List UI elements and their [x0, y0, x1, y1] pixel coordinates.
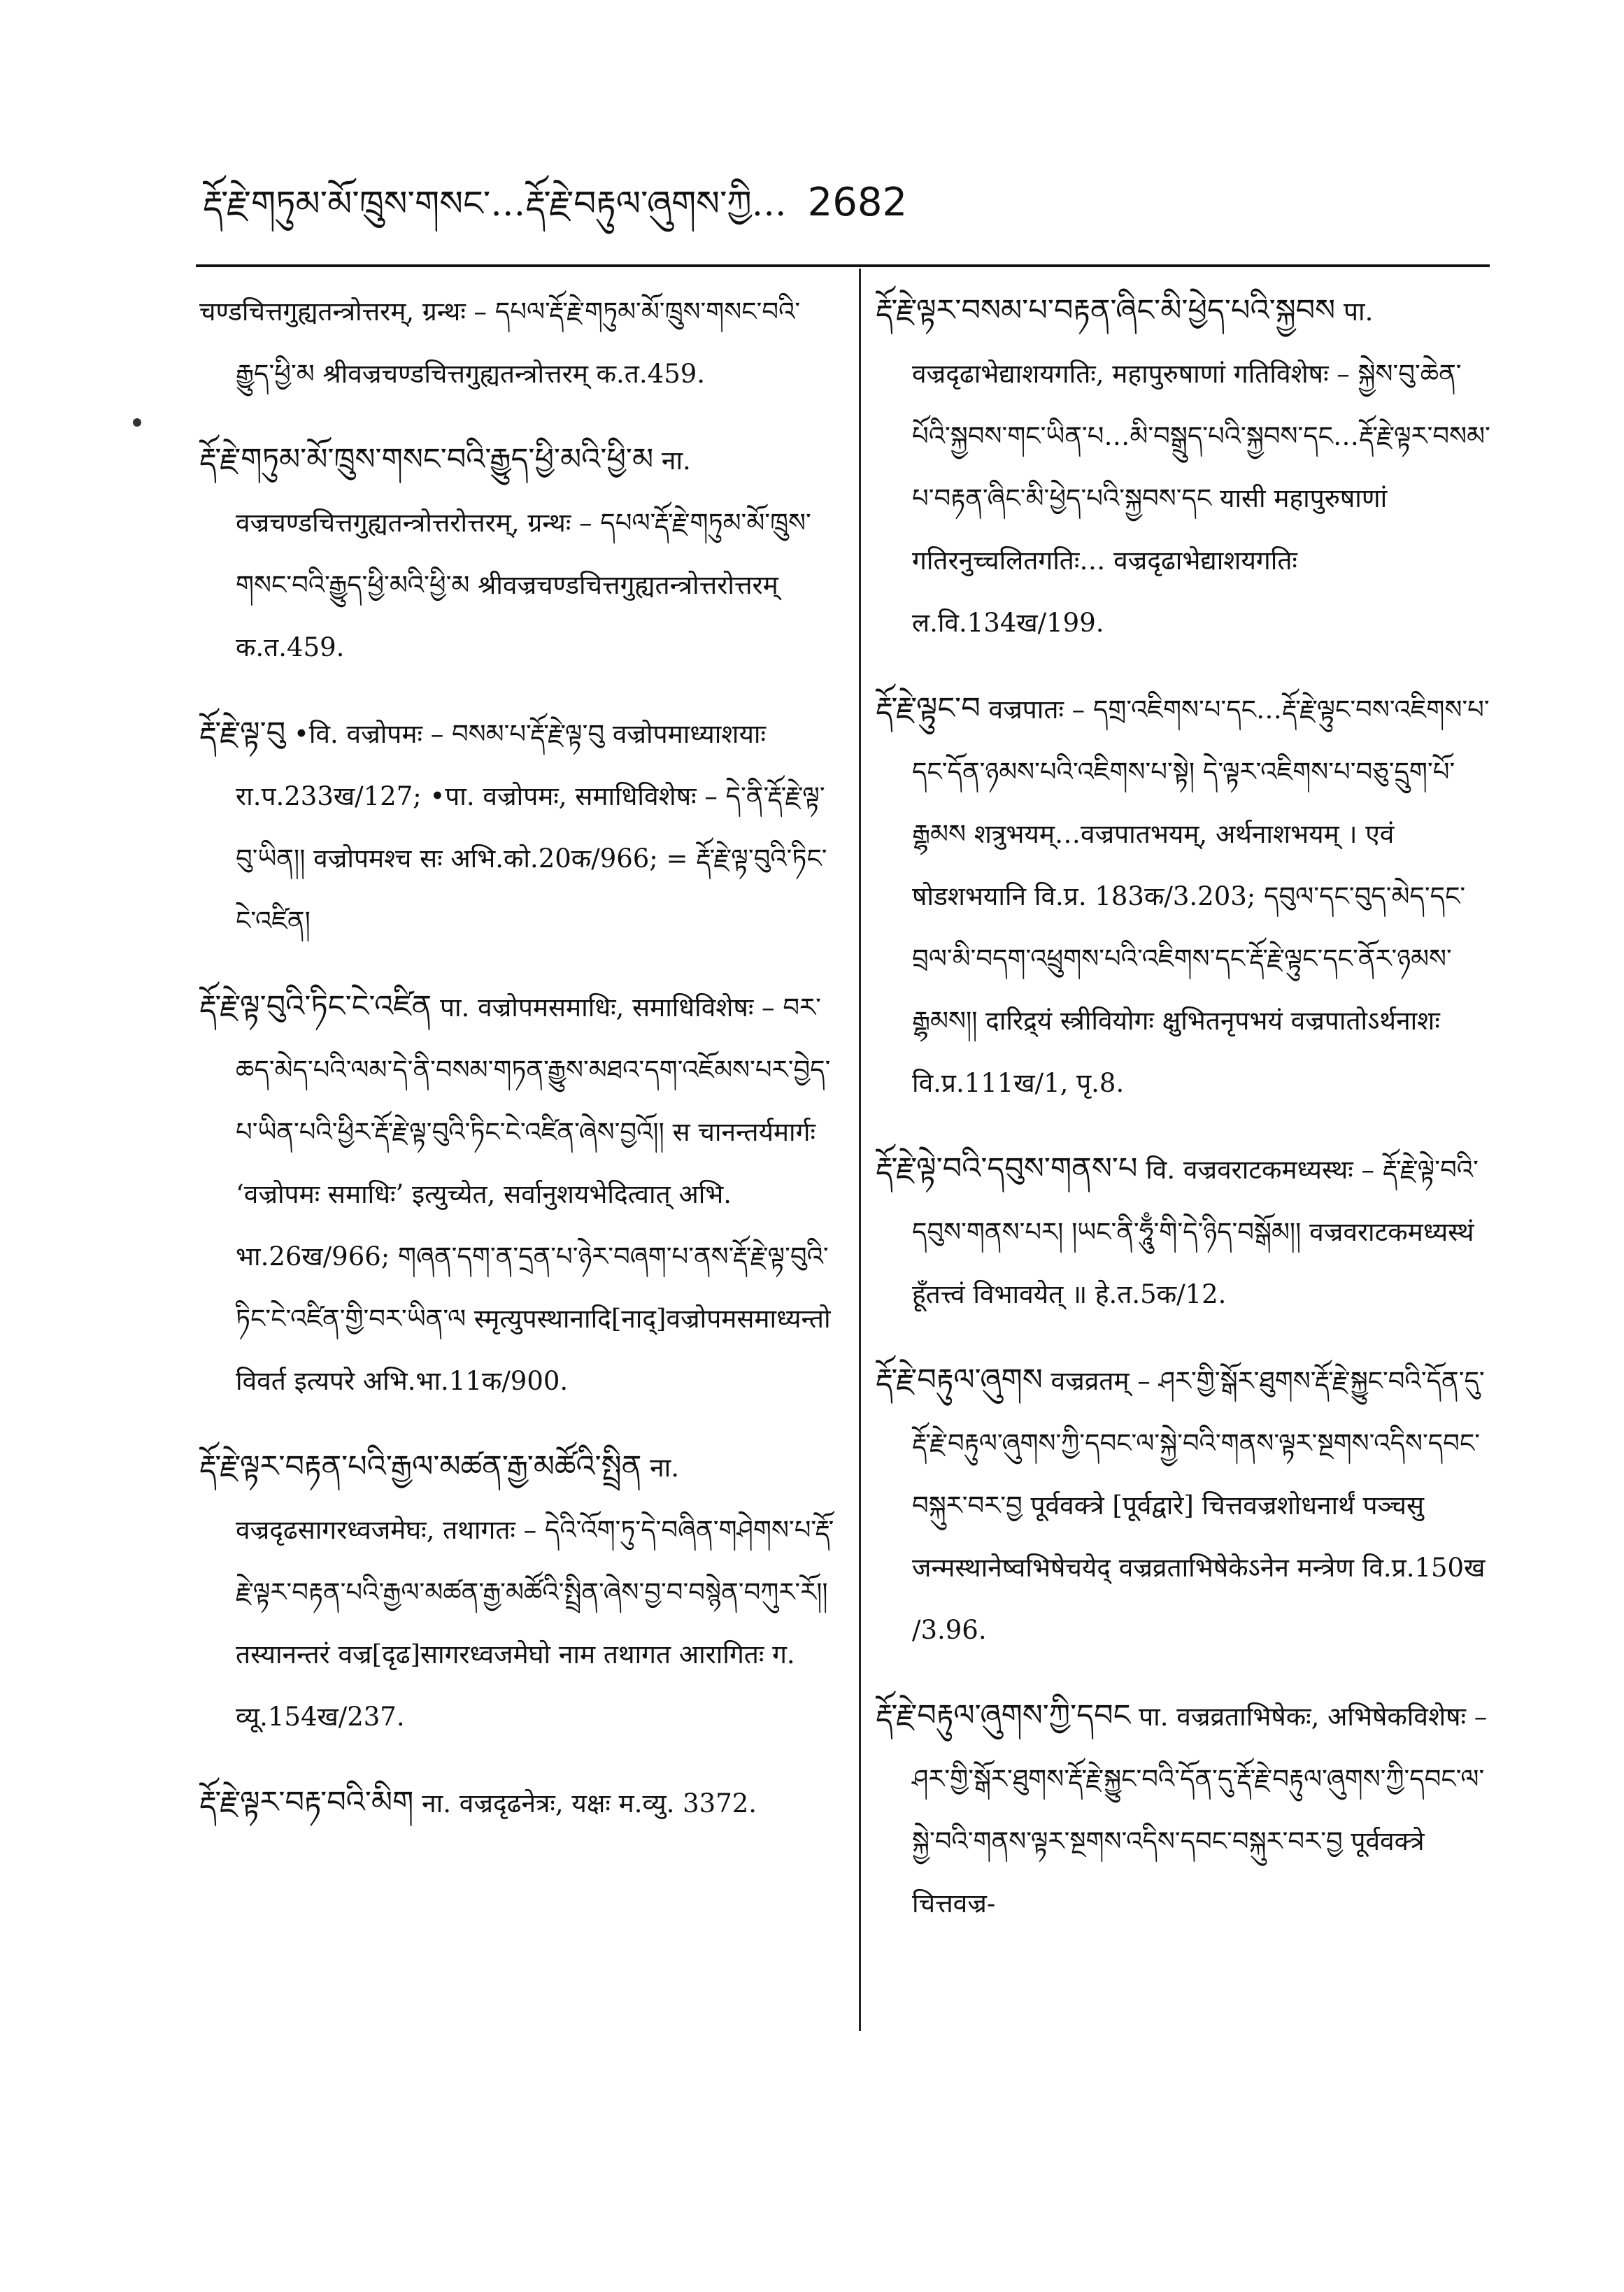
entry-text: वज्रपातः – དགྲ་འཇིགས་པ་དང…རྡོ་རྗེ་ལྟུང་བས་འཇིགས་པ་དང་དོན་ཉམས་པའི་འཇིགས་པ་སྟེ། དེ་ལྟར་འཇིགས་པ་བཅུ་དྲུག་པོ་རྒྷམས शत्रुभयम्…वज्रपातभयम्, अर्थनाशभयम् । एवं षोडशभयानि वि.प्र. 183क/3.203; དབུལ་དང་བུད་མེད་དང་བྲལ་མི་བདག་འཕྲུགས་པའི་འཇིགས་དང་རྡོ་རྗེ་ལྟུང་དང་ནོར་ཉམས་རྒྷམས།། दारिद्र्यं स्त्रीवियोगः क्षुभितनृपभयं वज्रपातोऽर्थनाशः वि.प्र.111ख/1, पृ.8.: [912, 695, 1490, 1098]
entry-headword: རྡོ་རྗེ་ལྟར་བརྟན་པའི་རྒྱལ་མཚན་རྒྱ་མཚོའི་སྤྲིན: [199, 1449, 642, 1484]
scan-speck: [133, 418, 141, 427]
dictionary-entry: [876, 1349, 1491, 1661]
entry-text: ना. वज्रचण्डचित्तगुह्यतन्त्रोत्तरोत्तरम्, ग्रन्थः – དཔལ་རྡོ་རྗེ་གཏུམ་མོ་ཁྲུས་གསང་བའི་རྒྱུད་ཕྱི་མའི་ཕྱི་མ श्रीवज्रचण्डचित्तगुह्यतन्त्रोत्तरोत्तरम् क.त.459.: [236, 446, 811, 662]
dictionary-entry: [199, 1436, 836, 1748]
entry-text: पा. वज्रव्रताभिषेकः, अभिषेकविशेषः – ཤར་གྱི་སྒོར་ཐུགས་རྡོ་རྗེ་སྐྱུང་བའི་དོན་དུ་རྡོ་རྗེ་བརྟུལ་ཞུགས་ཀྱི་དབང་ལ་སྐྱེ་བའི་གནས་ལྟར་སྔགས་འདིས་དབང་བསྐུར་བར་བྱ पूर्ववक्त्रे चित्तवज्र-: [912, 1702, 1488, 1919]
dictionary-entry: [876, 280, 1491, 654]
left-column: [199, 280, 836, 2042]
entry-headword: རྡོ་རྗེ་གཏུམ་མོ་ཁྲུས་གསང་བའི་རྒྱུད་ཕྱི་མའི་ཕྱི་མ: [199, 442, 654, 477]
entry-headword: རྡོ་རྗེ་ལྟར་བསམ་པ་བརྟན་ཞིང་མི་ཕྱེད་པའི་སྐྱབས: [876, 293, 1336, 328]
entry-headword: རྡོ་རྗེ་ལྟར་བརྟ་བའི་མིག: [199, 1785, 414, 1820]
dictionary-entry: [199, 429, 836, 678]
dictionary-entry: [876, 1138, 1491, 1325]
dictionary-entry: [199, 976, 836, 1412]
entry-headword: རྡོ་རྗེ་བརྟུལ་ཞུགས་ཀྱི་དབང: [876, 1698, 1131, 1733]
entry-text: चण्डचित्तगुह्यतन्त्रोत्तरम्, ग्रन्थः – དཔལ་རྡོ་རྗེ་གཏུམ་མོ་ཁྲུས་གསང་བའི་རྒྱུད་ཕྱི་མ श्रीवज्रचण्डचित्तगुह्यतन्त्रोत्तरम् क.त.459.: [199, 297, 801, 389]
entry-text: वज्रव्रतम् – ཤར་གྱི་སྒོར་ཐུགས་རྡོ་རྗེ་སྐྱུང་བའི་དོན་དུ་རྡོ་རྗེ་བརྟུལ་ཞུགས་ཀྱི་དབང་ལ་སྐྱེ་བའི་གནས་ལྟར་སྔགས་འདིས་དབང་བསྐུར་བར་བྱ पूर्ववक्त्रे [पूर्वद्वारे] चित्तवज्रशोधनार्थं पञ्चसु जन्मस्थानेष्वभिषेचयेद् वज्रव्रताभिषेकेऽनेन मन्त्रेण वि.प्र.150ख /3.96.: [912, 1366, 1486, 1645]
right-column: [876, 280, 1491, 2042]
dictionary-entry: [199, 702, 836, 952]
running-head: [203, 164, 1532, 241]
entry-text: पा. वज्रोपमसमाधिः, समाधिविशेषः – བར་ཆད་མེད་པའི་ལམ་དེ་ནི་བསམ་གཏན་རྒྱུས་མཐའ་དག་འཇོམས་པར་བྱེད་པ་ཡིན་པའི་ཕྱིར་རྡོ་རྗེ་ལྟ་བུའི་ཏིང་ངེ་འཛིན་ཞེས་བྱའོ།། स चानन्तर्यमार्गः ‘वज्रोपमः समाधिः’ इत्युच्येत, सर्वानुशयभेदित्वात् अभि. भा.26ख/966; གཞན་དག་ན་དྲན་པ་ཉེར་བཞག་པ་ནས་རྡོ་རྗེ་ལྟ་བུའི་ཏིང་ངེ་འཛིན་གྱི་བར་ཡིན་ལ स्मृत्युपस्थानादि[नाद्]वज्रोपमसमाध्यन्तो विवर्त इत्यपरे अभि.भा.11क/900.: [236, 992, 831, 1396]
entry-headword: རྡོ་རྗེ་ལྟ་བུའི་ཏིང་ངེ་འཛིན: [199, 989, 432, 1024]
entry-text: ना. वज्रदृढसागरध्वजमेघः, तथागतः – དེའི་འོག་ཏུ་དེ་བཞིན་གཤེགས་པ་རྡོ་རྗེ་ལྟར་བརྟན་པའི་རྒྱལ་མཚན་རྒྱ་མཚོའི་སྤྲིན་ཞེས་བྱ་བ་བསྙེན་བཀུར་རོ།། तस्यानन्तरं वज्र[दृढ]सागरध्वजमेघो नाम तथागत आरागितः ग. व्यू.154ख/237.: [236, 1453, 834, 1732]
entry-headword: རྡོ་རྗེ་ལྟུང་བ: [876, 691, 981, 726]
running-head-title: རྡོ་རྗེ་གཏུམ་མོ་ཁྲུས་གསང་…རྡོ་རྗེ་བརྟུལ་ཞུགས་ཀྱི…: [203, 183, 787, 224]
entry-text: ना. वज्रदृढनेत्रः, यक्षः म.व्यु. 3372.: [422, 1788, 757, 1818]
entry-headword: རྡོ་རྗེ་ལྟེ་བའི་དབུས་གནས་པ: [876, 1151, 1138, 1186]
entry-text: वि. वज्रवराटकमध्यस्थः – རྡོ་རྗེ་ལྟེ་བའི་དབུས་གནས་པར། །ཡང་ནི་ཧཱུྃ་གི་དེ་ཉིད་བསྒོམ།། वज्रवराटकमध्यस्थं हूँतत्त्वं विभावयेत् ॥ हे.त.5क/12.: [912, 1155, 1479, 1309]
dictionary-entry: [876, 1685, 1491, 1935]
header-rule: [196, 264, 1490, 267]
dictionary-entry: [876, 678, 1491, 1114]
entry-text: •वि. वज्रोपमः – བསམ་པ་རྡོ་རྗེ་ལྟ་བུ वज्रोपमाध्याशयाः रा.प.233ख/127; •पा. वज्रोपमः, समाधिविशेषः – དེ་ནི་རྡོ་རྗེ་ལྟ་བུ་ཡིན།། वज्रोपमश्च सः अभि.को.20क/966; = རྡོ་རྗེ་ལྟ་བུའི་ཏིང་ངེ་འཛིན།: [236, 719, 827, 936]
entry-headword: རྡོ་རྗེ་བརྟུལ་ཞུགས: [876, 1362, 1043, 1397]
page-number: 2682: [807, 180, 908, 225]
column-divider: [859, 269, 861, 2031]
entry-text: पा. वज्रदृढाभेद्याशयगतिः, महापुरुषाणां गतिविशेषः – སྐྱེས་བུ་ཆེན་པོའི་སྐྱབས་གང་ཡིན་པ…མི་བསྒྲུད་པའི་སྐྱབས་དང…རྡོ་རྗེ་ལྟར་བསམ་པ་བརྟན་ཞིང་མི་ཕྱེད་པའི་སྐྱབས་དང यासी महापुरुषाणां गतिरनुच्चलितगतिः… वज्रदृढाभेद्याशयगतिः ल.वि.134ख/199.: [912, 297, 1490, 638]
dictionary-entry: [199, 280, 836, 405]
entry-headword: རྡོ་རྗེ་ལྟ་བུ: [199, 716, 286, 750]
dictionary-entry: [199, 1772, 836, 1835]
